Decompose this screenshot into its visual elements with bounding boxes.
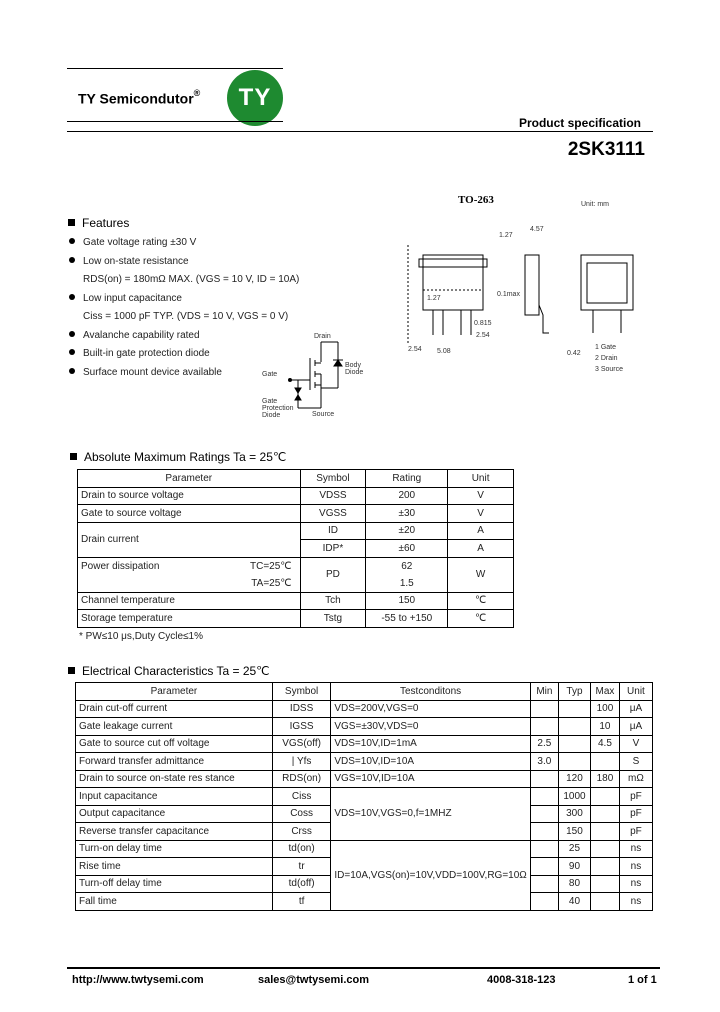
pin-3-label: 3 Source <box>595 366 624 373</box>
dim-label: 2.54 <box>476 332 490 339</box>
col-header: Rating <box>366 470 448 488</box>
gate-label: Gate <box>262 371 278 378</box>
table-row: Output capacitance Coss 300 pF <box>76 805 653 823</box>
feature-item <box>69 311 299 330</box>
table-row: Gate leakage current IGSS VGS=±30V,VDS=0 10 μA <box>76 718 653 736</box>
dim-label: 5.08 <box>437 348 451 355</box>
square-bullet-icon <box>68 667 75 674</box>
dim-label: 4.57 <box>530 226 544 233</box>
feature-text: Low on-state resistance <box>83 255 189 267</box>
footer-rule <box>67 967 660 969</box>
table-row: Fall time tf 40 ns <box>76 893 653 911</box>
table-row: IDP* ±60 A <box>78 540 514 558</box>
table-header-row <box>76 683 653 701</box>
table-row: Drain current ID ±20 A <box>78 522 514 540</box>
col-header: Parameter <box>76 683 273 701</box>
table-row: Turn-on delay time td(on) ID=10A,VGS(on)=10V,VDD=100V,RG=10Ω 25 ns <box>76 840 653 858</box>
bullet-icon <box>69 238 75 244</box>
square-bullet-icon <box>68 219 75 226</box>
table-row: Turn-off delay time td(off) 80 ns <box>76 875 653 893</box>
dim-label: 1.27 <box>427 295 441 302</box>
feature-text: Low input capacitance <box>83 292 182 304</box>
col-header: Unit <box>619 683 652 701</box>
bullet-icon <box>69 331 75 337</box>
square-bullet-icon <box>70 453 77 460</box>
col-header: Min <box>530 683 558 701</box>
col-header: Symbol <box>272 683 331 701</box>
page-number: 1 of 1 <box>628 974 657 986</box>
brand-name: TY Semicondutor® <box>78 88 201 107</box>
table-row: Forward transfer admittance | Yfs VDS=10V,ID=10A 3.0 S <box>76 753 653 771</box>
abs-max-table <box>77 469 514 628</box>
gate-protection-diode-label: Gate Protection Diode <box>262 398 294 419</box>
table-row: TA=25℃ 1.5 <box>78 575 514 593</box>
elec-char-table <box>75 682 653 911</box>
dim-label: 1.27 <box>499 232 513 239</box>
package-outline-drawing <box>403 215 653 365</box>
table-header-row <box>78 470 514 488</box>
table-row: Drain cut-off current IDSS VDS=200V,VGS=0 100 μA <box>76 700 653 718</box>
features-heading: Features <box>68 216 129 230</box>
feature-item <box>69 256 299 275</box>
elec-char-heading: Electrical Characteristics Ta = 25℃ <box>68 664 270 678</box>
ty-logo: TY <box>227 70 283 126</box>
col-header: Typ <box>558 683 590 701</box>
phone-number: 4008-318-123 <box>487 974 556 986</box>
bullet-icon <box>69 257 75 263</box>
pin-1-label: 1 Gate <box>595 344 617 351</box>
feature-item <box>69 274 299 293</box>
abs-max-note: * PW≤10 μs,Duty Cycle≤1% <box>79 631 203 642</box>
drain-label: Drain <box>314 333 331 340</box>
dim-label: 0.1max <box>497 291 520 298</box>
table-row: Drain to source on-state res stance RDS(on) VGS=10V,ID=10A 120 180 mΩ <box>76 770 653 788</box>
feature-item <box>69 293 299 312</box>
table-row: Gate to source voltage VGSS ±30 V <box>78 505 514 523</box>
table-row: Channel temperature Tch 150 ℃ <box>78 592 514 610</box>
body-diode-label: Body Diode <box>345 362 364 376</box>
table-row: Reverse transfer capacitance Crss 150 pF <box>76 823 653 841</box>
header-bottom-rule <box>67 121 283 122</box>
feature-text: Surface mount device available <box>83 366 222 378</box>
unit-label: Unit: mm <box>581 201 609 208</box>
dim-label: 0.42 <box>567 350 581 357</box>
dim-label: 2.54 <box>408 346 422 353</box>
bullet-icon <box>69 294 75 300</box>
abs-max-heading: Absolute Maximum Ratings Ta = 25℃ <box>70 450 286 464</box>
feature-text: Gate voltage rating ±30 V <box>83 237 197 248</box>
part-number: 2SK3111 <box>567 139 645 160</box>
bullet-icon <box>69 368 75 374</box>
col-header: Unit <box>448 470 514 488</box>
table-row: Gate to source cut off voltage VGS(off) VDS=10V,ID=1mA 2.5 4.5 V <box>76 735 653 753</box>
table-row: Power dissipation TC=25℃ PD 62 W <box>78 557 514 575</box>
feature-text: RDS(on) = 180mΩ MAX. (VGS = 10 V, ID = 10A) <box>83 274 300 285</box>
dim-label: 0.815 <box>474 320 492 327</box>
product-specification-label: Product specification <box>518 116 641 130</box>
feature-text: Ciss = 1000 pF TYP. (VDS = 10 V, VGS = 0 V) <box>83 311 289 322</box>
spec-rule <box>67 131 653 132</box>
bullet-icon <box>69 349 75 355</box>
col-header: Testconditons <box>331 683 530 701</box>
table-row: Rise time tr 90 ns <box>76 858 653 876</box>
col-header: Parameter <box>78 470 301 488</box>
table-row: Storage temperature Tstg -55 to +150 ℃ <box>78 610 514 628</box>
col-header: Symbol <box>300 470 366 488</box>
email-link[interactable]: sales@twtysemi.com <box>258 974 369 986</box>
package-name: TO-263 <box>458 194 494 206</box>
feature-item <box>69 237 299 256</box>
pin-2-label: 2 Drain <box>595 355 618 362</box>
feature-text: Avalanche capability rated <box>83 329 200 341</box>
header-top-rule <box>67 68 283 69</box>
table-row: Input capacitance Ciss VDS=10V,VGS=0,f=1MHZ 1000 pF <box>76 788 653 806</box>
website-link[interactable]: http://www.twtysemi.com <box>72 974 204 986</box>
table-row: Drain to source voltage VDSS 200 V <box>78 487 514 505</box>
feature-text: Built-in gate protection diode <box>83 348 210 359</box>
col-header: Max <box>590 683 619 701</box>
source-label: Source <box>312 411 335 418</box>
